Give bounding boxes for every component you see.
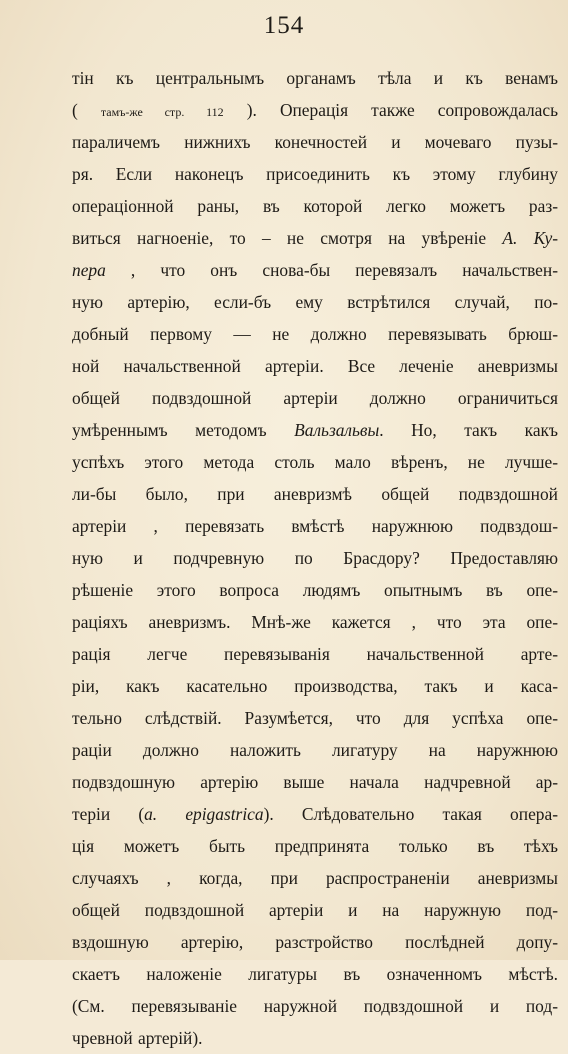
- line-text: ную и подчревную по Брасдору? Предоставляю: [72, 548, 558, 568]
- text-line: [72, 958, 558, 990]
- line-text: рація легче перевязыванія начальственной арте-: [72, 644, 558, 664]
- italic-name: А. Ку-: [502, 228, 558, 248]
- line-text: общей подвздошной артеріи должно ограничиться: [72, 388, 558, 408]
- line-text: успѣхъ этого метода столь мало вѣренъ, не лучше-: [72, 452, 558, 472]
- text-line: [72, 574, 558, 606]
- line-text: ную артерію, если-бъ ему встрѣтился случай, по-: [72, 292, 558, 312]
- text-line: [72, 894, 558, 926]
- line-text: ). Операція также сопровождалась: [223, 100, 558, 120]
- line-text: виться нагноеніе, то – не смотря на увѣреніе: [72, 228, 503, 248]
- text-line: [72, 62, 558, 94]
- text-line: [72, 478, 558, 510]
- line-text: случаяхъ , когда, при распространеніи аневризмы: [72, 868, 558, 888]
- line-text: (: [72, 100, 101, 120]
- line-text: артеріи , перевязать вмѣстѣ наружнюю подвздош-: [72, 516, 558, 536]
- body-text: [72, 62, 558, 1054]
- line-text: параличемъ нижнихъ конечностей и мочеваго пузы-: [72, 132, 558, 152]
- line-text: раціи должно наложить лигатуру на наружнюю: [72, 740, 558, 760]
- italic-name: пера: [72, 260, 106, 280]
- text-line: [72, 766, 558, 798]
- line-text: теріи (: [72, 804, 145, 824]
- page-number: 154: [263, 12, 305, 39]
- line-text: ря. Если наконецъ присоединить къ этому глубину: [72, 164, 558, 184]
- line-text: тельно слѣдствій. Разумѣется, что для успѣха опе-: [72, 708, 558, 728]
- text-line: [72, 1022, 558, 1054]
- line-text: операціонной раны, въ которой легко можетъ раз-: [72, 196, 558, 216]
- text-line: [72, 94, 558, 126]
- line-text: подвздошную артерію выше начала надчревной ар-: [72, 772, 558, 792]
- line-text: (См. перевязываніе наружной подвздошной и под-: [72, 996, 558, 1016]
- line-text: . Но, такъ какъ: [379, 420, 558, 440]
- line-text: вздошную артерію, разстройство послѣдней допу-: [72, 932, 558, 952]
- text-line: [72, 926, 558, 958]
- line-text: чревной артерій).: [72, 1028, 203, 1048]
- text-line: [72, 222, 558, 254]
- line-text: скаетъ наложеніе лигатуры въ означенномъ мѣстѣ.: [72, 964, 558, 984]
- text-line: [72, 158, 558, 190]
- text-line: [72, 734, 558, 766]
- text-line: [72, 286, 558, 318]
- line-text: ріи, какъ касательно производства, такъ и каса-: [72, 676, 558, 696]
- line-text: , что онъ снова-бы перевязалъ начальствен-: [105, 260, 558, 280]
- text-line: [72, 510, 558, 542]
- text-line: [72, 670, 558, 702]
- line-text: умѣреннымъ методомъ: [72, 420, 295, 440]
- line-text: общей подвздошной артеріи и на наружную под-: [72, 900, 558, 920]
- text-line: [72, 638, 558, 670]
- latin-term: a. epigastrica: [144, 804, 264, 824]
- text-line: [72, 190, 558, 222]
- text-line: [72, 126, 558, 158]
- reference-note: тамъ-же стр. 112: [100, 105, 224, 119]
- line-text: ). Слѣдовательно такая опера-: [263, 804, 558, 824]
- line-text: раціяхъ аневризмъ. Мнѣ-же кажется , что эта опе-: [72, 612, 558, 632]
- line-text: ли-бы было, при аневризмѣ общей подвздошной: [72, 484, 558, 504]
- text-line: [72, 702, 558, 734]
- text-line: [72, 830, 558, 862]
- text-line: [72, 350, 558, 382]
- line-text: ной начальственной артеріи. Все леченіе аневризмы: [72, 356, 558, 376]
- text-line: [72, 990, 558, 1022]
- text-line: [72, 542, 558, 574]
- line-text: рѣшеніе этого вопроса людямъ опытнымъ въ опе-: [72, 580, 558, 600]
- line-text: добный первому — не должно перевязывать брюш-: [72, 324, 558, 344]
- text-line: [72, 318, 558, 350]
- italic-name: Вальзальвы: [294, 420, 380, 440]
- text-line: [72, 382, 558, 414]
- line-text: тін къ центральнымъ органамъ тѣла и къ венамъ: [72, 68, 558, 88]
- text-line: [72, 254, 558, 286]
- text-line: [72, 862, 558, 894]
- text-line: [72, 446, 558, 478]
- text-line: [72, 606, 558, 638]
- text-line: [72, 414, 558, 446]
- line-text: ція можетъ быть предпринята только въ тѣхъ: [72, 836, 558, 856]
- text-line: [72, 798, 558, 830]
